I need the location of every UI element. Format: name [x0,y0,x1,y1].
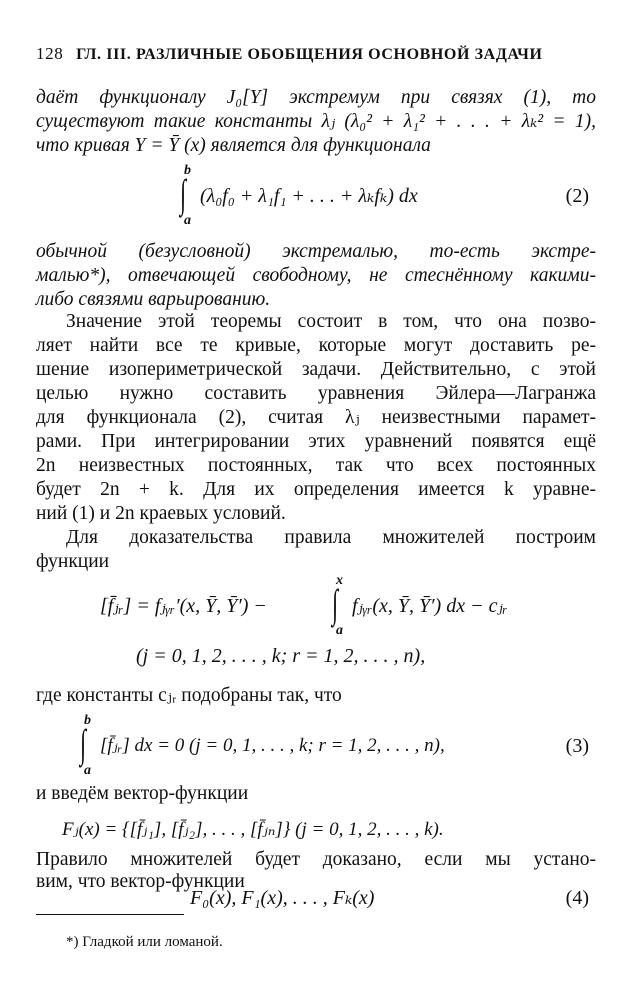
para1-line: Значение этой теоремы состоит в том, что она позво- [66,311,596,332]
integral-sign: ∫ [180,171,187,216]
footnote-rule [36,914,184,915]
integral-sign: ∫ [80,721,87,766]
para1-line: для функционала (2), считая λⱼ неизвестными парамет- [36,407,596,428]
para1-line: 2n неизвестных постоянных, так что всех постоянных [36,455,596,476]
footnote: *) Гладкой или ломаной. [66,934,223,950]
theorem-line-3: что кривая Y = Ȳ (x) является для функционала [36,135,431,156]
after-eq2-line-3: либо связями варьированию. [36,289,271,310]
eq2-number: (2) [565,185,589,207]
eq3-upper-limit: b [84,713,91,728]
para2-line: функции [36,551,110,572]
integral-sign: ∫ [332,581,339,626]
vector-equation: Fⱼ(x) = {[f̄ⱼ₁], [f̄ⱼ₂], . . . , [f̄ⱼₙ]} (j = 0, 1, 2, . . . , k). [62,819,444,840]
running-title: ГЛ. III. РАЗЛИЧНЫЕ ОБОБЩЕНИЯ ОСНОВНОЙ ЗАДАЧИ [76,46,543,63]
page-header [36,44,596,64]
eq4-number: (4) [565,887,589,909]
after-eq2-line-1: обычной (безусловной) экстремалью, то-есть экстре- [36,241,596,262]
eq3-lower-limit: a [84,763,91,778]
para1-line: шение изопериметрической задачи. Действительно, с этой [36,359,596,380]
eq2-integrand: (λ₀f₀ + λ₁f₁ + . . . + λₖfₖ) dx [200,185,418,207]
para1-line: ляет найти все те кривые, которые могут доставить ре- [36,335,596,356]
para2-line: Для доказательства правила множителей построим [66,527,596,548]
def-rhs: fⱼᵧᵣ(x, Ȳ, Ȳ′) dx − cⱼᵣ [352,595,508,617]
eq3-number: (3) [565,735,589,757]
after-eq2-line-2: малью*), отвечающей свободному, не стеснённому какими- [36,265,596,286]
rule-line-2: вим, что вектор-функции [36,871,245,892]
def-upper-limit: x [336,573,343,588]
eq3-body: [f̄ⱼᵣ] dx = 0 (j = 0, 1, . . . , k; r = 1, 2, . . . , n), [100,735,445,756]
def-lower-limit: a [336,623,343,638]
eq4-body: F₀(x), F₁(x), . . . , Fₖ(x) [190,887,375,909]
rule-line-1: Правило множителей будет доказано, если мы устано- [36,849,596,870]
theorem-line-1: даёт функционалу J₀[Y] экстремум при связях (1), то [36,87,596,108]
where-line: где константы cⱼᵣ подобраны так, что [36,685,342,706]
def-condition: (j = 0, 1, 2, . . . , k; r = 1, 2, . . . , n), [136,645,426,667]
vector-intro: и введём вектор-функции [36,783,249,804]
para1-line: ний (1) и 2n краевых условий. [36,503,286,524]
eq2-lower-limit: a [184,213,191,228]
page-number: 128 [36,44,64,63]
eq2-upper-limit: b [184,163,191,178]
para1-line: рами. При интегрировании этих уравнений появятся ещё [36,431,596,452]
theorem-line-2: существуют такие константы λⱼ (λ₀² + λ₁² + . . . + λₖ² = 1), [36,111,596,132]
def-lhs: [f̄ⱼᵣ] = fⱼᵧᵣ′(x, Ȳ, Ȳ′) − [100,595,267,617]
para1-line: целью нужно составить уравнения Эйлера—Лагранжа [36,383,596,404]
para1-line: будет 2n + k. Для их определения имеется k уравне- [36,479,596,500]
